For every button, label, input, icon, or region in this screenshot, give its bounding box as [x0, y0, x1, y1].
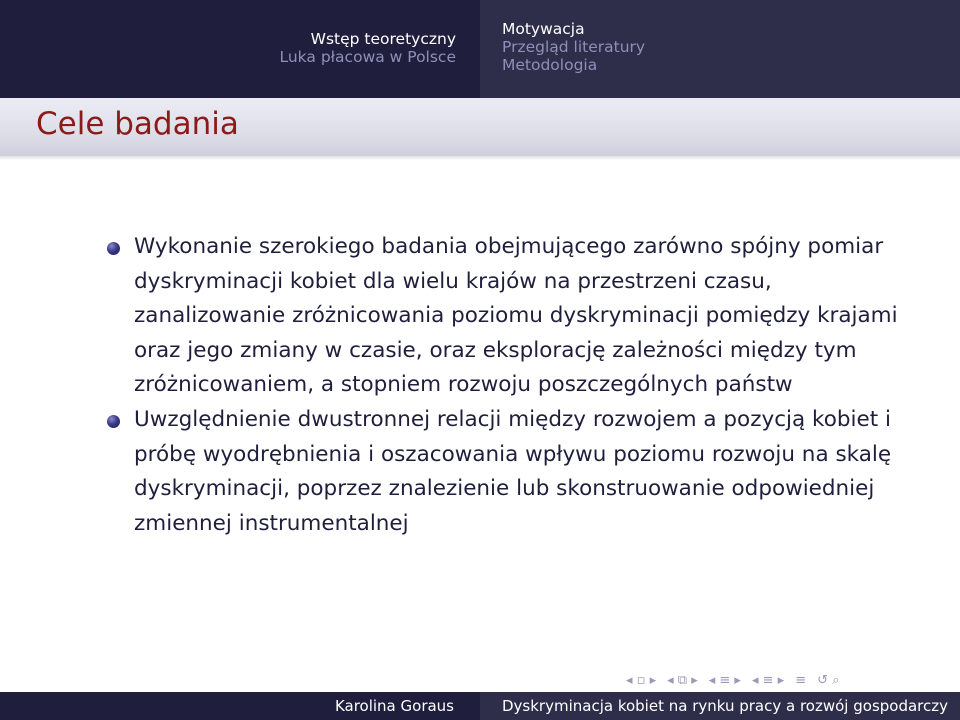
prev-section-icon[interactable]: ◂ ≡ ▸ — [708, 672, 741, 688]
frame-title-bar — [0, 98, 960, 156]
footer-author-panel — [0, 692, 480, 720]
nav-left-panel — [0, 0, 480, 98]
bullet-ball-icon — [107, 415, 120, 428]
footer-author: Karolina Goraus — [334, 697, 454, 715]
footer-title: Dyskryminacja kobiet na rynku pracy a rozwój gospodarczy — [502, 697, 949, 715]
bullet-ball-icon — [107, 242, 120, 255]
headline — [0, 0, 960, 98]
footer-title-panel — [480, 692, 960, 720]
frame-title: Cele badania — [36, 106, 239, 142]
prev-frame-icon[interactable]: ◂ ▫ ▸ — [626, 672, 657, 688]
nav-subsection-przeglad[interactable]: Przegląd literatury — [502, 38, 646, 56]
bullet-item — [0, 403, 960, 541]
slide-content — [0, 230, 960, 541]
next-section-icon[interactable]: ◂ ≡ ▸ — [751, 672, 785, 688]
nav-section-motywacja[interactable]: Motywacja — [502, 20, 585, 38]
nav-right-panel — [480, 0, 960, 98]
title-shadow — [0, 156, 960, 160]
navigation-symbols — [626, 670, 956, 690]
search-icon[interactable]: ↺ ⌕ — [817, 672, 840, 688]
bullet-text: Wykonanie szerokiego badania obejmującego zarówno spójny pomiar dyskryminacji kobiet dla wielu krajów na przestrzeni czasu, zanalizowanie zróżnicowania poziomu dyskryminacji pomiędzy krajami oraz jego zmiany w czasie, oraz eksplorację zależności między tym zróżnicowaniem, a stopniem rozwoju poszczególnych państw — [134, 234, 898, 398]
bullet-item — [0, 230, 960, 403]
nav-section-wstep[interactable]: Wstęp teoretyczny — [310, 30, 456, 48]
nav-subsection-luka[interactable]: Luka płacowa w Polsce — [279, 48, 456, 66]
nav-subsection-metodologia[interactable]: Metodologia — [502, 56, 598, 74]
outline-icon[interactable]: ≡ — [795, 672, 807, 688]
prev-subsection-icon[interactable]: ◂ ⧉ ▸ — [667, 672, 698, 688]
footline — [0, 692, 960, 720]
bullet-text: Uwzględnienie dwustronnej relacji między rozwojem a pozycją kobiet i próbę wyodrębnienia i oszacowania wpływu poziomu rozwoju na skalę dyskryminacji, poprzez znalezienie lub skonstruowanie odpowiedniej zmiennej instrumentalnej — [134, 406, 892, 536]
